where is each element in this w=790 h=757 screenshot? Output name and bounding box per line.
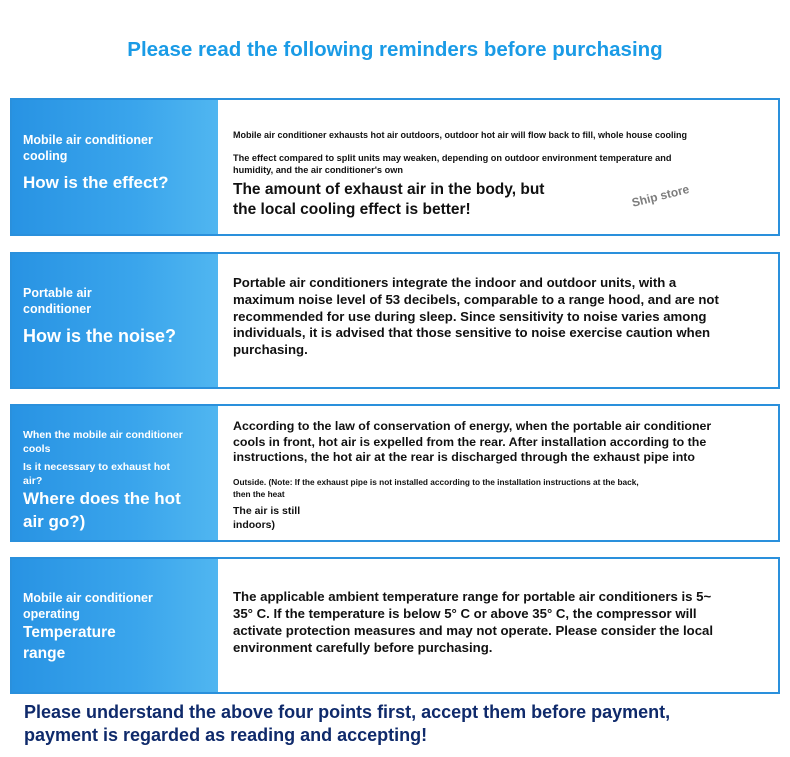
answer-line: indoors) <box>233 519 275 531</box>
panel-label-line: Is it necessary to exhaust hot <box>23 461 171 473</box>
panel-label-line: air? <box>23 475 43 487</box>
panel-answer-column <box>218 406 778 540</box>
answer-line: The applicable ambient temperature range for portable air conditioners is 5~ <box>233 589 712 604</box>
panel-temperature-range <box>10 557 780 694</box>
panel-label-line: conditioner <box>23 302 92 316</box>
panel-question-line: How is the noise? <box>23 326 177 346</box>
answer-highlight <box>233 180 544 220</box>
panel-label-line: Mobile air conditioner <box>23 133 153 147</box>
panel-question-column <box>12 254 218 387</box>
panel-label-line: cools <box>23 443 51 455</box>
answer-line: purchasing. <box>233 342 308 358</box>
answer-line: According to the law of conservation of energy, when the portable air conditioner <box>233 419 712 433</box>
panel-question <box>23 487 181 533</box>
answer-line: humidity, and the air conditioner's own <box>233 165 403 175</box>
panel-question-column <box>12 559 218 692</box>
answer-paragraph <box>233 275 719 359</box>
panel-question <box>23 622 116 664</box>
answer-line: 35° C. If the temperature is below 5° C or above 35° C, the compressor will <box>233 606 697 621</box>
answer-line: instructions, the hot air at the rear is discharged through the exhaust pipe into <box>233 450 695 464</box>
panel-answer-column <box>218 100 778 234</box>
panel-label <box>23 285 92 317</box>
answer-line: The amount of exhaust air in the body, but <box>233 181 545 198</box>
panel-sub-label <box>23 460 170 488</box>
panel-question-line: air go?) <box>23 512 86 531</box>
panel-answer-column <box>218 559 778 692</box>
panel-label-line: Mobile air conditioner <box>23 591 153 605</box>
answer-line: cools in front, hot air is expelled from the rear. After installation according to the <box>233 434 707 449</box>
panel-question-line: Temperature <box>23 624 116 641</box>
footer-notice <box>24 701 670 747</box>
page-title: Please read the following reminders before purchasing <box>127 38 663 61</box>
panel-label-line: Portable air <box>23 286 92 300</box>
panel-question-line: How is the effect? <box>23 173 169 192</box>
panel-label <box>23 590 153 622</box>
answer-paragraph <box>233 588 713 656</box>
panel-question <box>23 172 168 194</box>
answer-line: The effect compared to split units may weaken, depending on outdoor environment temperature and <box>233 153 672 163</box>
answer-line: environment carefully before purchasing. <box>233 640 493 655</box>
footer-line: Please understand the above four points first, accept them before payment, <box>24 702 671 722</box>
answer-line: Portable air conditioners integrate the indoor and outdoor units, with a <box>233 275 677 290</box>
panel-label <box>23 428 183 456</box>
answer-note <box>233 476 639 500</box>
footer-line: payment is regarded as reading and accepting! <box>24 725 428 745</box>
answer-line: activate protection measures and may not operate. Please consider the local <box>233 623 714 638</box>
answer-line: Outside. (Note: If the exhaust pipe is not installed according to the installation instructions at the back, <box>233 477 639 487</box>
panel-hot-air <box>10 404 780 542</box>
answer-intro: Mobile air conditioner exhausts hot air outdoors, outdoor hot air will flow back to fill, whole house cooling <box>233 130 688 140</box>
answer-paragraph <box>233 419 711 466</box>
answer-closing <box>233 504 300 532</box>
panel-label-line: When the mobile air conditioner <box>23 429 183 441</box>
answer-detail <box>233 152 672 176</box>
answer-line: then the heat <box>233 489 285 499</box>
store-watermark: Ship store <box>630 182 691 210</box>
answer-line: the local cooling effect is better! <box>233 201 471 218</box>
panel-question-column <box>12 406 218 540</box>
answer-line: individuals, it is advised that those sensitive to noise exercise caution when <box>233 325 711 341</box>
panel-cooling-effect <box>10 98 780 236</box>
panel-noise <box>10 252 780 389</box>
panel-label <box>23 132 153 164</box>
panel-label-line: cooling <box>23 149 68 163</box>
panel-question-line: Where does the hot <box>23 489 181 508</box>
answer-line: The air is still <box>233 505 301 517</box>
answer-line: recommended for use during sleep. Since sensitivity to noise varies among <box>233 308 707 324</box>
answer-line: maximum noise level of 53 decibels, comparable to a range hood, and are not <box>233 291 719 307</box>
panel-question-column <box>12 100 218 234</box>
panel-question <box>23 324 176 348</box>
panel-question-line: range <box>23 645 66 662</box>
panel-label-line: operating <box>23 607 80 621</box>
panel-answer-column <box>218 254 778 387</box>
